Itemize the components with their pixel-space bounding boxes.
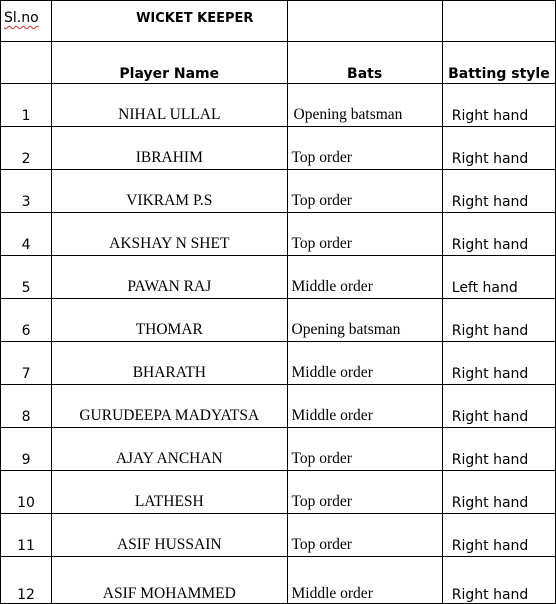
batting-style-cell[interactable]: Right hand	[442, 342, 555, 385]
batting-style-cell[interactable]: Right hand	[442, 127, 555, 170]
bats-cell[interactable]: Middle order	[287, 385, 442, 428]
table-row	[1, 342, 556, 385]
batting-style-cell[interactable]: Right hand	[442, 428, 555, 471]
bats-cell[interactable]: Middle order	[287, 557, 442, 604]
slno-cell[interactable]: 9	[1, 428, 52, 471]
slno-header-label: Sl.no	[4, 10, 39, 26]
table-row	[1, 84, 556, 127]
batting-style-cell[interactable]: Right hand	[442, 84, 555, 127]
table-row	[1, 471, 556, 514]
table-row	[1, 127, 556, 170]
bats-header[interactable]: Bats	[287, 42, 442, 84]
slno-header-cell[interactable]	[1, 1, 52, 42]
table-row	[1, 299, 556, 342]
bats-cell[interactable]: Middle order	[287, 256, 442, 299]
player-name-header[interactable]: Player Name	[52, 42, 287, 84]
slno-cell[interactable]: 12	[1, 557, 52, 604]
table-row	[1, 385, 556, 428]
empty-cell[interactable]	[1, 42, 52, 84]
player-name-cell[interactable]: ASIF MOHAMMED	[52, 557, 287, 604]
empty-cell[interactable]	[442, 1, 555, 42]
player-name-cell[interactable]: ASIF HUSSAIN	[52, 514, 287, 557]
column-header-row	[1, 42, 556, 84]
bats-cell[interactable]: Top order	[287, 170, 442, 213]
bats-cell[interactable]: Top order	[287, 514, 442, 557]
player-name-cell[interactable]: BHARATH	[52, 342, 287, 385]
player-name-cell[interactable]: THOMAR	[52, 299, 287, 342]
batting-style-cell[interactable]: Left hand	[442, 256, 555, 299]
player-name-cell[interactable]: LATHESH	[52, 471, 287, 514]
bats-cell[interactable]: Top order	[287, 213, 442, 256]
bats-cell[interactable]: Top order	[287, 428, 442, 471]
batting-style-cell[interactable]: Right hand	[442, 213, 555, 256]
empty-cell[interactable]	[287, 1, 442, 42]
bats-cell[interactable]: Top order	[287, 127, 442, 170]
slno-cell[interactable]: 1	[1, 84, 52, 127]
table-row	[1, 428, 556, 471]
table-row	[1, 557, 556, 604]
batting-style-cell[interactable]: Right hand	[442, 299, 555, 342]
bats-cell[interactable]: Opening batsman	[287, 84, 442, 127]
player-name-cell[interactable]: AKSHAY N SHET	[52, 213, 287, 256]
player-name-cell[interactable]: PAWAN RAJ	[52, 256, 287, 299]
slno-cell[interactable]: 8	[1, 385, 52, 428]
batting-style-cell[interactable]: Right hand	[442, 170, 555, 213]
bats-cell[interactable]: Opening batsman	[287, 299, 442, 342]
player-name-cell[interactable]: IBRAHIM	[52, 127, 287, 170]
slno-cell[interactable]: 7	[1, 342, 52, 385]
bats-cell[interactable]: Middle order	[287, 342, 442, 385]
batting-style-cell[interactable]: Right hand	[442, 557, 555, 604]
table-row	[1, 213, 556, 256]
bats-cell[interactable]: Top order	[287, 471, 442, 514]
player-name-cell[interactable]: GURUDEEPA MADYATSA	[52, 385, 287, 428]
player-name-cell[interactable]: NIHAL ULLAL	[52, 84, 287, 127]
batting-style-cell[interactable]: Right hand	[442, 471, 555, 514]
table-row	[1, 514, 556, 557]
slno-cell[interactable]: 4	[1, 213, 52, 256]
section-title: WICKET KEEPER	[136, 11, 254, 26]
batting-style-cell[interactable]: Right hand	[442, 385, 555, 428]
player-name-cell[interactable]: VIKRAM P.S	[52, 170, 287, 213]
batting-style-cell[interactable]: Right hand	[442, 514, 555, 557]
table-row	[1, 170, 556, 213]
player-name-cell[interactable]: AJAY ANCHAN	[52, 428, 287, 471]
slno-cell[interactable]: 10	[1, 471, 52, 514]
slno-cell[interactable]: 3	[1, 170, 52, 213]
slno-cell[interactable]: 11	[1, 514, 52, 557]
slno-cell[interactable]: 6	[1, 299, 52, 342]
title-row	[1, 1, 556, 42]
table-row	[1, 256, 556, 299]
batting-style-header[interactable]: Batting style	[442, 42, 555, 84]
slno-cell[interactable]: 5	[1, 256, 52, 299]
slno-cell[interactable]: 2	[1, 127, 52, 170]
section-title-cell[interactable]	[52, 1, 287, 42]
